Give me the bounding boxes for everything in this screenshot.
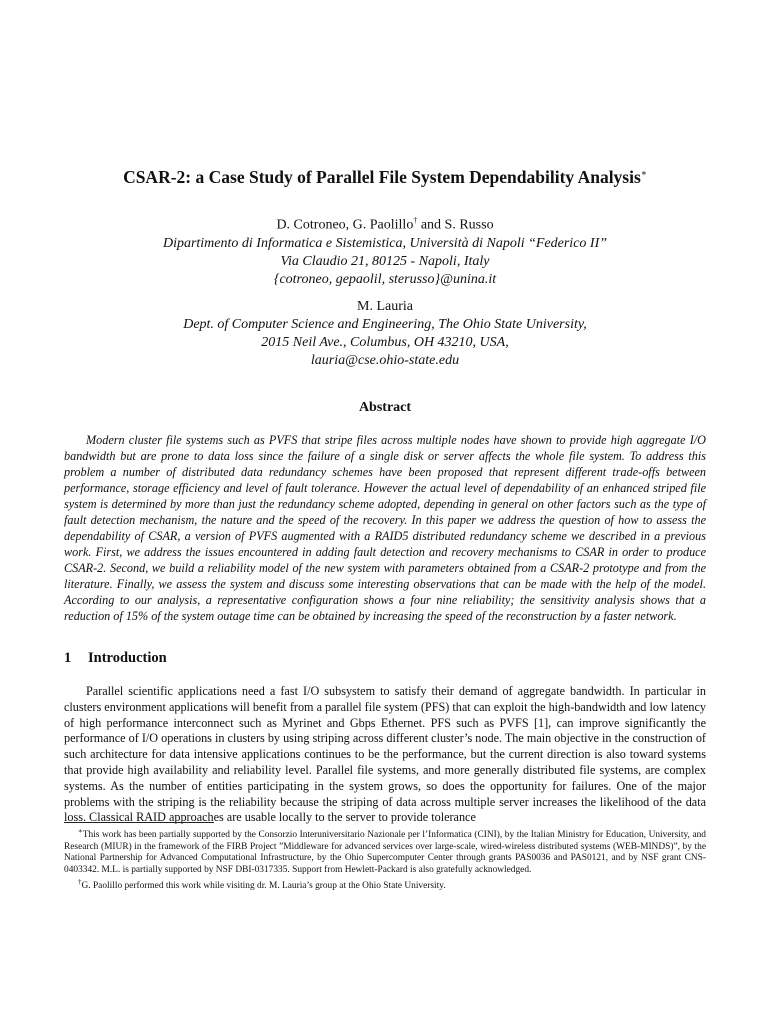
section-number: 1 [64, 650, 72, 666]
address-2: 2015 Neil Ave., Columbus, OH 43210, USA, [261, 335, 509, 350]
author-names-1 [64, 212, 706, 235]
affiliation-1: Dipartimento di Informatica e Sistemistica, Università di Napoli “Federico II” [162, 235, 608, 251]
intro-paragraph: Parallel scientific applications need a fast I/O subsystem to satisfy their demand of aggregate bandwidth. In particular in clusters environment applications will benefit from a parallel file system (PFS) that can exploit the high-bandwidth and low latency of high performance interconnect such as Myrinet and Gbps Ethernet. PFS such as PVFS [1], can improve significantly the performance of I/O operations in clusters by using striping across different cluster’s node. The main objective in the construction of such architecture for data intensive applications continues to be the performance, but the current direction is also toward systems that provide high availability and reliability level. Parallel file systems, and more generally distributed file systems, are complex systems. As the number of entities participating in the system grows, so does the opportunity for failures. One of the major problems with the striping is the reliability because the striping of data across multiple server increases the likelihood of the data loss. Classical RAID approaches are usable locally to the server to provide tolerance [64, 684, 706, 825]
footnote-divider [64, 822, 214, 823]
section-heading [64, 650, 706, 667]
email-2: lauria@cse.ohio-state.edu [310, 353, 460, 368]
paper-title [64, 162, 706, 188]
author-names-2: M. Lauria [357, 299, 413, 314]
abstract-text: Modern cluster file systems such as PVFS that stripe files across multiple nodes have shown to provide high aggregate I/O bandwidth but are prone to data loss since the failure of a single disk or server affects the whole file system. To address this problem a number of distributed data redundancy schemes have been proposed that represent different trade-offs between performance, storage efficiency and level of fault tolerance. However the actual level of dependability of an enhanced striped file system is determined by more than just the redundancy scheme adopted, depending in general on other factors such as the type of fault detection mechanism, the nature and the speed of the recovery. In this paper we address the question of how to assess the dependability of CSAR, a version of PVFS augmented with a RAID5 distributed redundancy scheme we described in a previous work. First, we address the issues encountered in adding fault detection and recovery mechanisms to CSAR in order to produce CSAR-2. Second, we build a reliability model of the new system with parameters obtained from a CSAR-2 prototype and from the literature. Finally, we assess the system and discuss some interesting observations that can be made with the help of the model. According to our analysis, a representative configuration shows a four nine reliability; the sensitivity analysis shows that a reduction of 15% of the system outage time can be obtained by increasing the speed of the reconstruction by a faster network. [64, 433, 706, 623]
affiliation-2: Dept. of Computer Science and Engineering, The Ohio State University, [183, 317, 587, 332]
address-1: Via Claudio 21, 80125 - Napoli, Italy [280, 253, 490, 269]
email-1: {cotroneo, gepaolil, sterusso}@unina.it [273, 271, 497, 287]
author-block-2 [64, 298, 706, 370]
footnote-2-mark: † [78, 877, 82, 886]
title-footnote-mark: ∗ [640, 168, 647, 178]
footnote-1-mark: ∗ [78, 827, 83, 835]
author-names-1-part2: and S. Russo [417, 217, 494, 233]
footnote-2-text: G. Paolillo performed this work while visiting dr. M. Lauria’s group at the Ohio State University. [81, 880, 446, 891]
author-footnote-mark: † [413, 216, 418, 225]
author-block-1 [64, 212, 706, 289]
abstract-heading: Abstract [358, 400, 412, 415]
footnote-1-text: This work has been partially supported by the Consorzio Interuniversitario Nazionale per l’Informatica (CINI), by the Italian Ministry for Education, University, and Research (MIUR) in the framework of the FIRB Project ”Middleware for advanced services over large-scale, wired-wireless distributed systems (WEB-MINDS)”, by the National Partnership for Advanced Computational Infrastructure, by the Ohio Supercomputer Center through grants PAS0036 and PAS0121, and by NSF grant CNS-0403342. M.L. is partially supported by NSF DBI-0317335. Support from Hewlett-Packard is also gratefully acknowledged. [64, 830, 706, 875]
footnotes [64, 826, 706, 892]
footnote-2 [64, 877, 706, 893]
footnote-1 [64, 826, 706, 877]
author-names-1-part1: D. Cotroneo, G. Paolillo [276, 217, 414, 233]
paper-title-text: CSAR-2: a Case Study of Parallel File System Dependability Analysis [123, 166, 641, 187]
section-title: Introduction [88, 650, 167, 666]
